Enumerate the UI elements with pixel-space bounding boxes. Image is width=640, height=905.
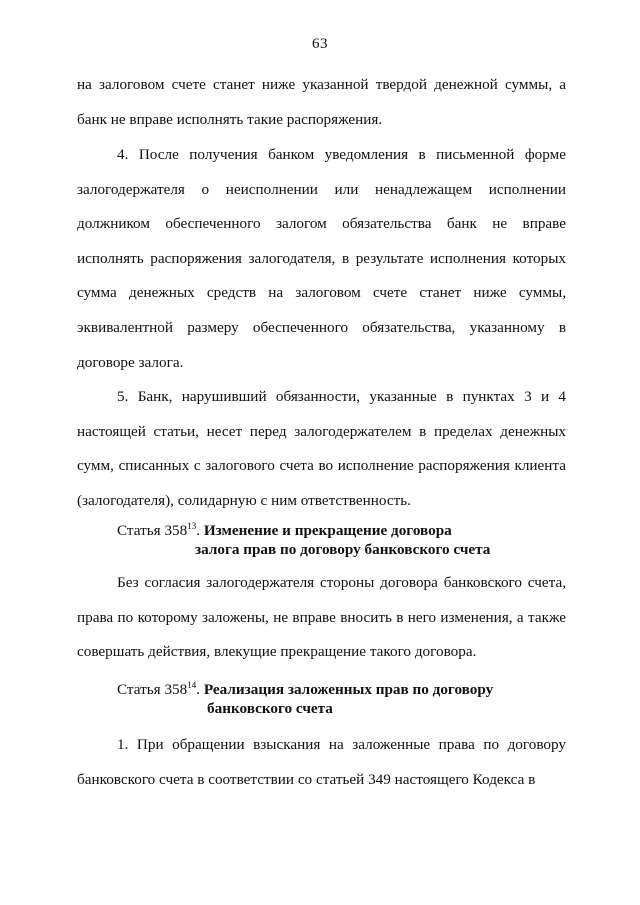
paragraph-4: 4. После получения банком уведомления в письменной форме залогодержателя о неисполнении или ненадлежащем исполнении должником обеспеченного залогом обязательства банк не вправе исполнять распоряжения залогодателя, в результате исполнения которых сумма денежных средств на залоговом счете станет ниже суммы, эквивалентной размеру обеспеченного обязательства, указанному в договоре залога. <box>77 146 566 371</box>
article-title-line1: Реализация заложенных прав по договору <box>203 681 494 698</box>
article-heading-358-14: Статья $358^{14}$. Реализация заложенных прав по договору банковского счета <box>117 680 537 718</box>
article-title-line2: банковского счета <box>207 700 333 717</box>
paragraph-5: 5. Банк, нарушивший обязанности, указанные в пунктах 3 и 4 настоящей статьи, несет перед залогодержателем в пределах денежных сумм, списанных с залогового счета во исполнение распоряжения клиента (залогодателя), солидарную с ним ответственность. <box>77 388 566 509</box>
article-title-line2: залога прав по договору банковского счета <box>195 541 491 558</box>
article-358-14-paragraph-1: 1. При обращении взыскания на заложенные права по договору банковского счета в соответствии со статьей 349 настоящего Кодекса в <box>77 736 566 788</box>
page-number: 63 <box>312 36 328 52</box>
article-prefix: Статья 358 <box>117 681 188 698</box>
article-prefix: Статья 358 <box>117 522 188 539</box>
article-heading-358-13: Статья $358^{13}$. Изменение и прекращение договора залога прав по договору банковского счета <box>117 521 537 559</box>
article-superscript: 14 <box>187 680 197 690</box>
article-358-13-body: Без согласия залогодержателя стороны договора банковского счета, права по которому заложены, не вправе вносить в него изменения, а также совершать действия, влекущие прекращение такого договора. <box>77 574 566 661</box>
article-title-line1: Изменение и прекращение договора <box>203 522 452 539</box>
article-superscript: 13 <box>187 521 197 531</box>
paragraph-continuation: на залоговом счете станет ниже указанной твердой денежной суммы, а банк не вправе исполнять такие распоряжения. <box>77 76 566 128</box>
